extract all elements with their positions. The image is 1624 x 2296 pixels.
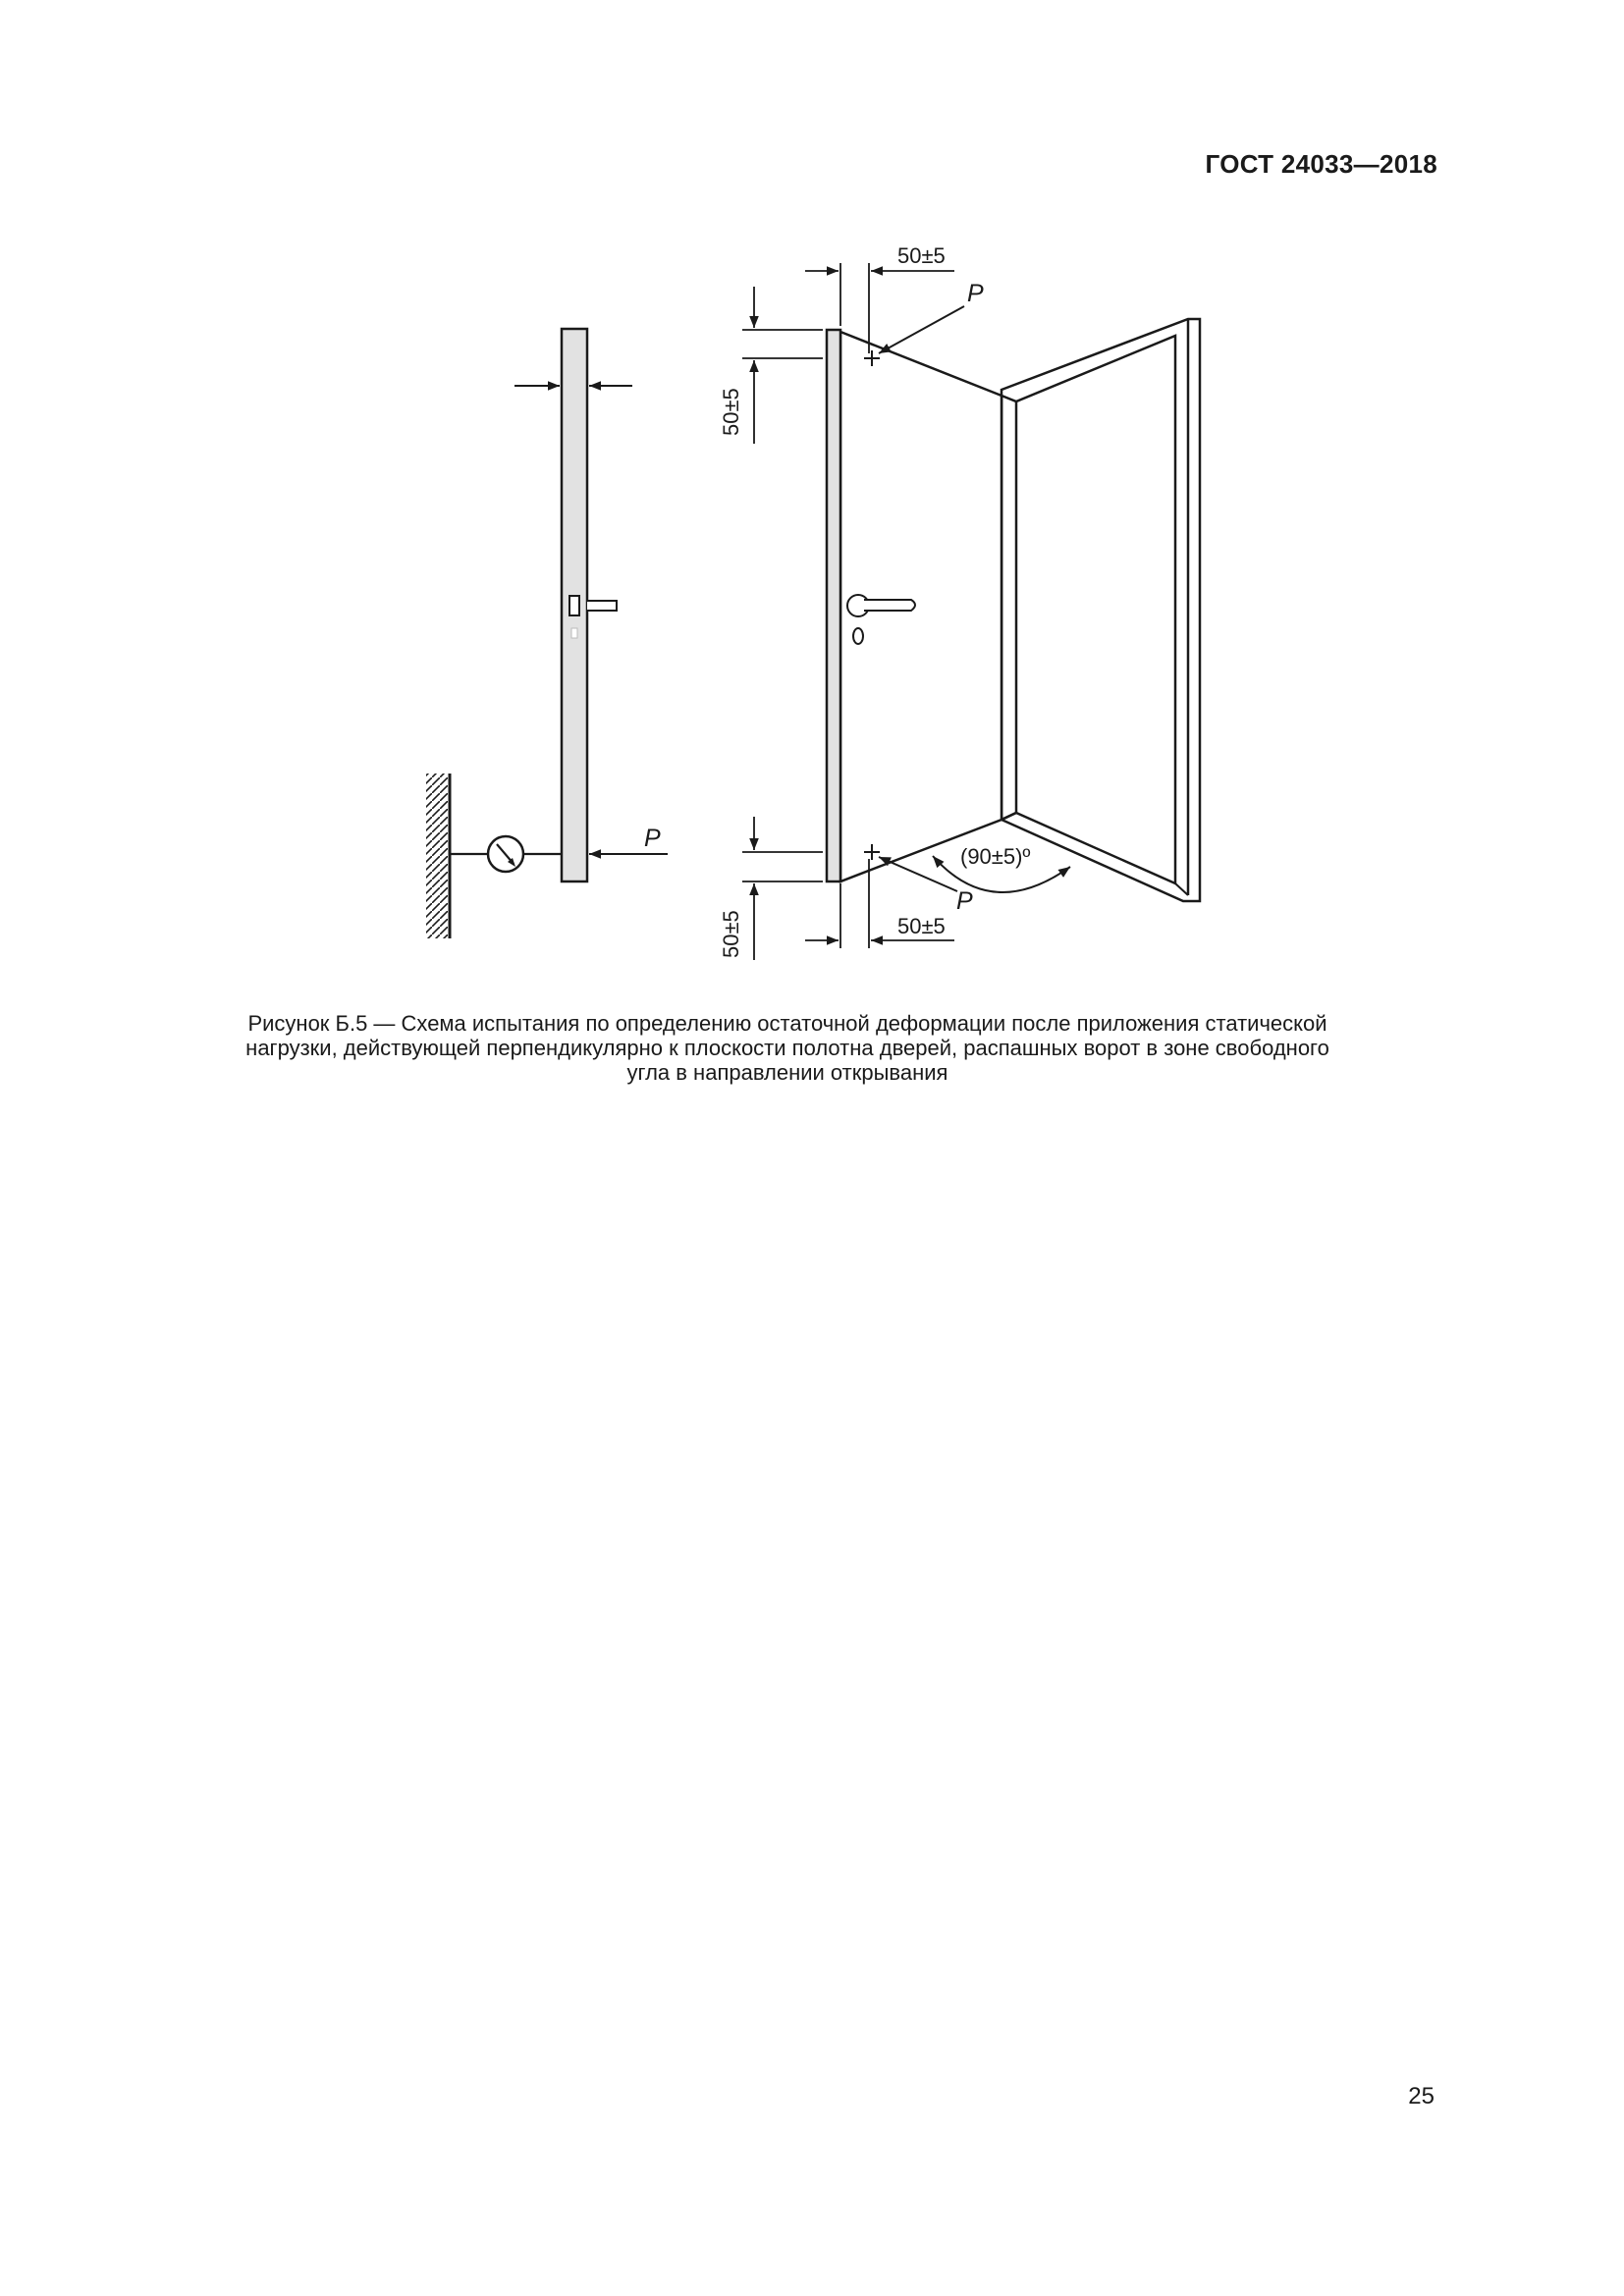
door-leaf-edge (827, 330, 840, 881)
load-arrow-bottom (879, 857, 957, 891)
dim-bottom-vertical-label: 50±5 (719, 910, 743, 958)
document-standard-header: ГОСТ 24033—2018 (1205, 149, 1437, 179)
dim-bottom-vertical (742, 817, 823, 960)
handle-rose (569, 596, 579, 615)
dim-top-vertical (742, 287, 823, 444)
figure-caption (137, 1011, 1437, 1085)
load-arrow-top (879, 306, 964, 353)
dim-bottom-horizontal-label: 50±5 (897, 914, 946, 938)
side-view-diagram (426, 329, 668, 938)
load-label-side: P (644, 825, 661, 852)
test-scheme-figure (0, 0, 1624, 982)
load-label-bottom: P (956, 887, 973, 915)
door-handle (864, 600, 915, 611)
dim-top-vertical-label: 50±5 (719, 388, 743, 436)
door-handle-side (587, 601, 617, 611)
door-frame-outer (1001, 319, 1200, 901)
page-number: 25 (1408, 2083, 1435, 2109)
perspective-view-diagram (719, 243, 1200, 960)
angle-label: (90±5)º (960, 844, 1031, 869)
caption-line-1: Рисунок Б.5 — Схема испытания по определению остаточной деформации после приложения статической (247, 1011, 1327, 1036)
caption-line-3: угла в направлении открывания (626, 1060, 948, 1085)
dim-top-horizontal-label: 50±5 (897, 243, 946, 268)
caption-line-2: нагрузки, действующей перпендикулярно к плоскости полотна дверей, распашных ворот в зоне свободного (245, 1036, 1329, 1060)
wall-hatching (426, 774, 448, 938)
keyhole-icon (853, 628, 863, 644)
load-label-top: P (967, 280, 984, 307)
